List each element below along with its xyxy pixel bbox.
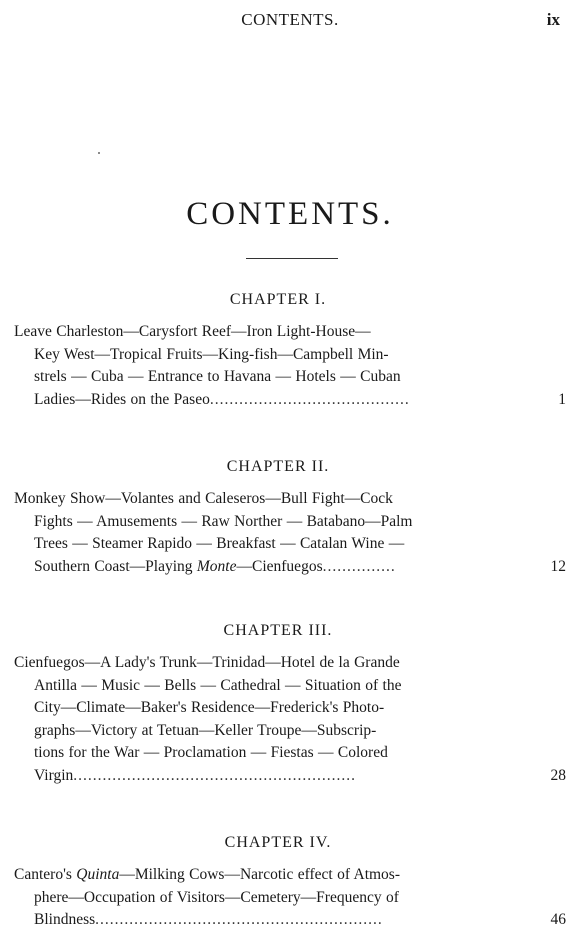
chapter-summary xyxy=(14,488,566,578)
chapter-page-number: 12 xyxy=(550,557,566,575)
summary-last-line xyxy=(14,556,566,579)
page-title: CONTENTS. xyxy=(186,196,394,232)
chapter-2 xyxy=(14,456,566,578)
summary-line: tions for the War — Proclamation — Fiestas — Colored xyxy=(34,744,388,761)
running-header xyxy=(0,8,580,32)
summary-line: Cienfuegos—A Lady's Trunk—Trinidad—Hotel de la Grande xyxy=(14,654,400,671)
running-title: CONTENTS. xyxy=(241,10,339,29)
chapter-heading: CHAPTER III. xyxy=(223,622,333,639)
summary-line: Ladies—Rides on the Paseo xyxy=(34,390,210,408)
ink-speck xyxy=(98,152,100,154)
chapter-4 xyxy=(14,832,566,932)
chapter-heading: CHAPTER IV. xyxy=(224,834,332,851)
leader-dots: ......................................... xyxy=(209,390,410,408)
summary-line: graphs—Victory at Tetuan—Keller Troupe—Subscrip- xyxy=(34,721,377,739)
chapter-heading: CHAPTER I. xyxy=(229,291,327,308)
summary-line: Antilla — Music — Bells — Cathedral — Situation of the xyxy=(34,676,402,694)
summary-italic: Quinta xyxy=(76,866,120,883)
leader-dots: ............... xyxy=(322,557,396,575)
summary-line: strels — Cuba — Entrance to Havana — Hotels — Cuban xyxy=(34,368,401,385)
summary-line: Southern Coast—Playing xyxy=(34,557,197,575)
chapter-heading: CHAPTER II. xyxy=(226,458,330,475)
summary-last-line xyxy=(14,909,566,932)
chapter-page-number: 28 xyxy=(550,766,566,784)
summary-line-group xyxy=(14,864,542,887)
chapter-summary xyxy=(14,321,566,411)
title-rule xyxy=(246,258,338,259)
summary-line: Monkey Show—Volantes and Caleseros—Bull Fight—Cock xyxy=(14,490,393,507)
page-number: ix xyxy=(546,10,560,29)
summary-last-line xyxy=(14,765,566,788)
summary-line: phere—Occupation of Visitors—Cemetery—Frequency of xyxy=(34,888,399,906)
summary-line: Leave Charleston—Carysfort Reef—Iron Light-House— xyxy=(14,323,371,340)
chapter-page-number: 46 xyxy=(550,911,566,928)
summary-line: City—Climate—Baker's Residence—Frederick's Photo- xyxy=(34,699,385,716)
chapter-page-number: 1 xyxy=(558,390,566,408)
chapter-1 xyxy=(14,289,566,411)
chapter-summary xyxy=(14,864,566,932)
summary-line: Cantero's xyxy=(14,866,77,883)
summary-line: Blindness xyxy=(34,911,96,928)
summary-italic: Monte xyxy=(196,557,237,575)
summary-last-line xyxy=(14,389,566,412)
summary-line: —Cienfuegos xyxy=(236,557,323,575)
leader-dots: .......................................................... xyxy=(73,766,357,784)
leader-dots: ........................................................... xyxy=(95,911,383,928)
summary-line: Virgin xyxy=(34,766,74,784)
summary-line: Key West—Tropical Fruits—King-fish—Campbell Min- xyxy=(34,345,389,363)
summary-line: —Milking Cows—Narcotic effect of Atmos- xyxy=(119,866,400,883)
summary-line: Fights — Amusements — Raw Norther — Batabano—Palm xyxy=(34,512,413,530)
summary-line: Trees — Steamer Rapido — Breakfast — Catalan Wine — xyxy=(34,535,405,552)
chapter-3 xyxy=(14,620,566,787)
chapter-summary xyxy=(14,652,566,787)
